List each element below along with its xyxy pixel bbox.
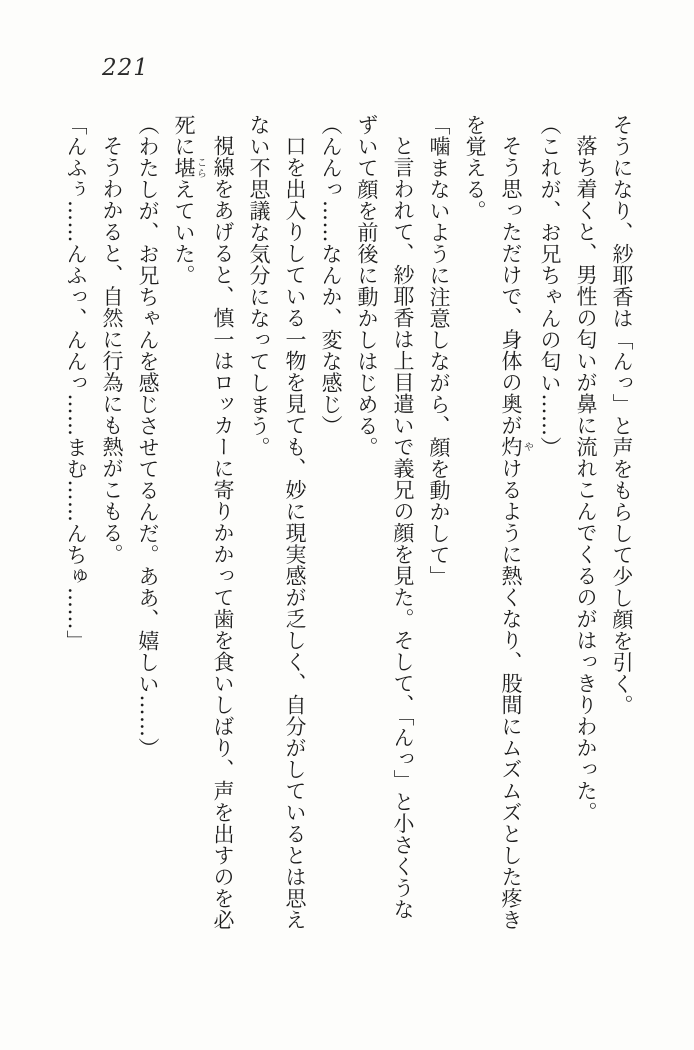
text-line: 「噛まないように注意しながら、顔を動かして」 xyxy=(427,114,451,587)
text-line: ずいて顔を前後に動かしはじめる。 xyxy=(355,114,379,458)
text-line: 口を出入りしている一物を見ても、妙に現実感が乏しく、自分がしているとは思え xyxy=(283,135,307,931)
text-line: ない不思議な気分になってしまう。 xyxy=(247,114,271,458)
text-line: そうになり、紗耶香は「んっ」と声をもらして少し顔を引く。 xyxy=(610,114,634,716)
text-line: 落ち着くと、男性の匂いが鼻に流れこんでくるのがはっきりわかった。 xyxy=(574,135,598,823)
ruby-annotated-text: 堪こら xyxy=(172,157,206,179)
text-line: 死に堪こらえていた。 xyxy=(172,114,206,286)
text-line: （わたしが、お兄ちゃんを感じさせてるんだ。ああ、嬉しい……） xyxy=(136,114,160,759)
text-line: そう思っただけで、身体の奥が灼やけるように熱くなり、股間にムズムズとした疼き xyxy=(499,135,533,931)
text-line: と言われて、紗耶香は上目遣いで義兄の顔を見た。そして、「んっ」と小さくうな xyxy=(391,135,415,920)
page-number: 221 xyxy=(102,55,149,81)
furigana: や xyxy=(521,436,533,458)
text-line: （これが、お兄ちゃんの匂い……） xyxy=(538,114,562,458)
ruby-annotated-text: 灼や xyxy=(499,436,533,458)
text-line: を覚える。 xyxy=(463,114,487,222)
text-line: 「んふぅ……んふっ、んんっ……まむ……んちゅ……」 xyxy=(64,114,88,652)
text-line: 視線をあげると、慎一はロッカーに寄りかかって歯を食いしばり、声を出すのを必 xyxy=(211,135,235,931)
furigana: こら xyxy=(194,157,206,179)
vertical-text-block xyxy=(58,114,640,938)
text-line: そうわかると、自然に行為にも熱がこもる。 xyxy=(100,135,124,565)
text-line: （んんっ……なんか、変な感じ） xyxy=(319,114,343,437)
